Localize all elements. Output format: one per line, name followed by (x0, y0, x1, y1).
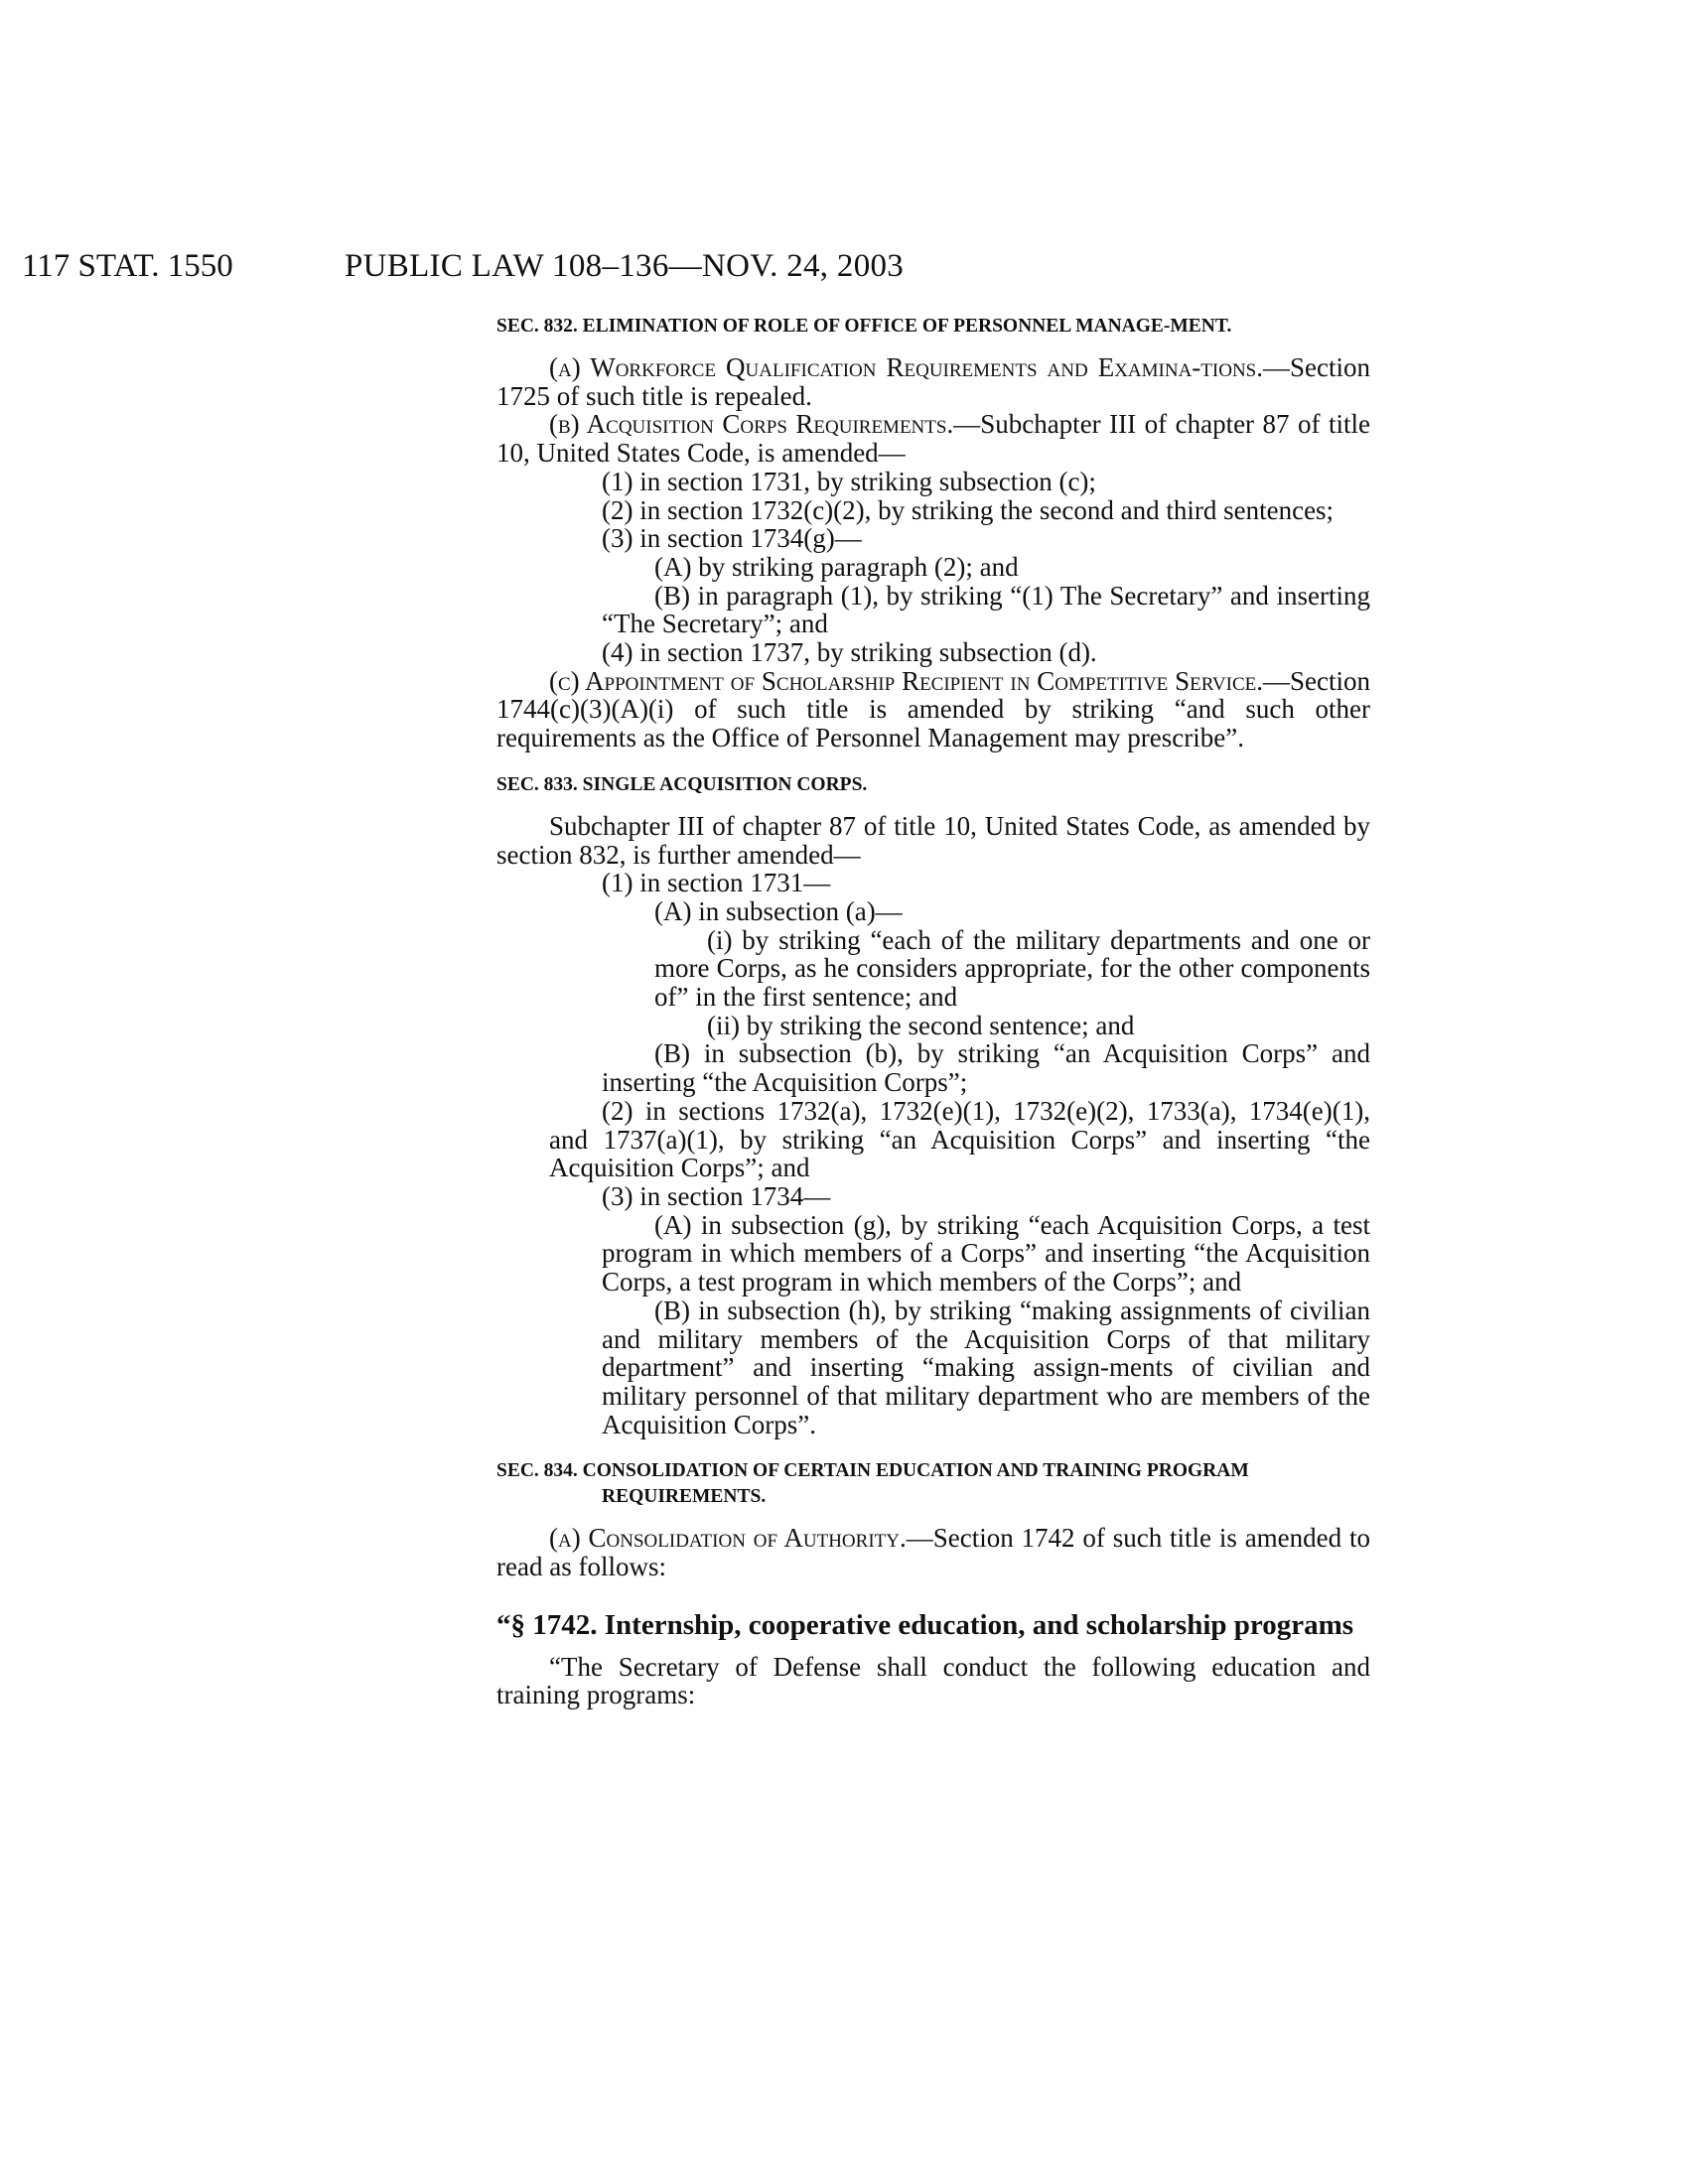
sec833-paragraph-1A: (A) in subsection (a)— (654, 895, 903, 926)
sec833-paragraph-3B: (B) in subsection (h), by striking “making assignments of civilian and military members of the Acquisition Corps of that military department” and inserting “making assign-ments of civilian and military personnel of that military department who are members of the Acquisition Corps”. (602, 1295, 1370, 1439)
sec833-paragraph-1B: (B) in subsection (b), by striking “an Acquisition Corps” and inserting “the Acquisition Corps”; (602, 1038, 1370, 1098)
section-833-heading: SEC. 833. SINGLE ACQUISITION CORPS. (496, 773, 868, 795)
sec832-c-caption: (c) Appointment of Scholarship Recipient in Competitive Service. (549, 665, 1263, 696)
sec833-paragraph-1: (1) in section 1731— (602, 868, 831, 898)
sec832-b-paragraph-3A: (A) by striking paragraph (2); and (654, 551, 1019, 582)
public-law-reference: PUBLIC LAW 108–136—NOV. 24, 2003 (345, 248, 905, 284)
sec833-paragraph-2: (2) in sections 1732(a), 1732(e)(1), 1732(e)(2), 1733(a), 1734(e)(1), and 1737(a)(1), by striking “an Acquisition Corps” and inserting “the Acquisition Corps”; and (549, 1095, 1370, 1183)
sec834-a-caption: (a) Consolidation of Authority. (549, 1523, 907, 1554)
stat-reference: 117 STAT. 1550 (22, 248, 233, 284)
sec833-intro: Subchapter III of chapter 87 of title 10, United States Code, as amended by section 832, is further amended— (496, 810, 1370, 870)
sec832-a-text: —Section 1725 of such title is repealed. (496, 352, 1370, 411)
sec833-paragraph-3A: (A) in subsection (g), by striking “each Acquisition Corps, a test program in which members of a Corps” and inserting “the Acquisition Corps, a test program in which members of the Corps”; and (602, 1209, 1370, 1297)
section-832-heading: SEC. 832. ELIMINATION OF ROLE OF OFFICE OF PERSONNEL MANAGE-MENT. (496, 316, 1232, 337)
sec832-c-text: —Section 1744(c)(3)(A)(i) of such title is amended by striking “and such other requirements as the Office of Personnel Management may prescribe”. (496, 665, 1370, 753)
sec832-b-text: —Subchapter III of chapter 87 of title 10, United States Code, is amended— (496, 409, 1370, 469)
sec832-subsection-b (496, 410, 1370, 467)
sec832-b-paragraph-1: (1) in section 1731, by striking subsection (c); (602, 466, 1096, 496)
sec834-a-text: —Section 1742 of such title is amended to read as follows: (496, 1523, 1370, 1582)
sec832-a-caption: (a) Workforce Qualification Requirements and Examina-tions. (549, 352, 1263, 382)
sec832-b-paragraph-2: (2) in section 1732(c)(2), by striking the second and third sentences; (602, 494, 1335, 525)
sec832-subsection-a (496, 353, 1370, 410)
sec832-b-caption: (b) Acquisition Corps Requirements. (549, 409, 954, 440)
section-1742-text: “The Secretary of Defense shall conduct the following education and training programs: (496, 1651, 1370, 1710)
page-header (22, 246, 1213, 286)
section-834-heading: SEC. 834. CONSOLIDATION OF CERTAIN EDUCATION AND TRAINING PROGRAM REQUIREMENTS. (496, 1460, 1249, 1508)
section-1742-heading: “§ 1742. Internship, cooperative education, and scholarship programs (496, 1608, 1354, 1641)
sec833-paragraph-1Ai: (i) by striking “each of the military departments and one or more Corps, as he considers appropriate, for the other components of” in the first sentence; and (654, 924, 1370, 1013)
sec832-b-paragraph-4: (4) in section 1737, by striking subsection (d). (602, 637, 1097, 668)
sec832-b-paragraph-3: (3) in section 1734(g)— (602, 523, 862, 554)
sec834-subsection-a (496, 1524, 1370, 1580)
sec832-b-paragraph-3B: (B) in paragraph (1), by striking “(1) The Secretary” and inserting “The Secretary”; and (602, 580, 1370, 639)
document-body (496, 314, 1370, 1709)
sec832-subsection-c (496, 667, 1370, 752)
sec833-paragraph-1Aii: (ii) by striking the second sentence; and (707, 1010, 1135, 1040)
sec833-paragraph-3: (3) in section 1734— (602, 1180, 831, 1211)
